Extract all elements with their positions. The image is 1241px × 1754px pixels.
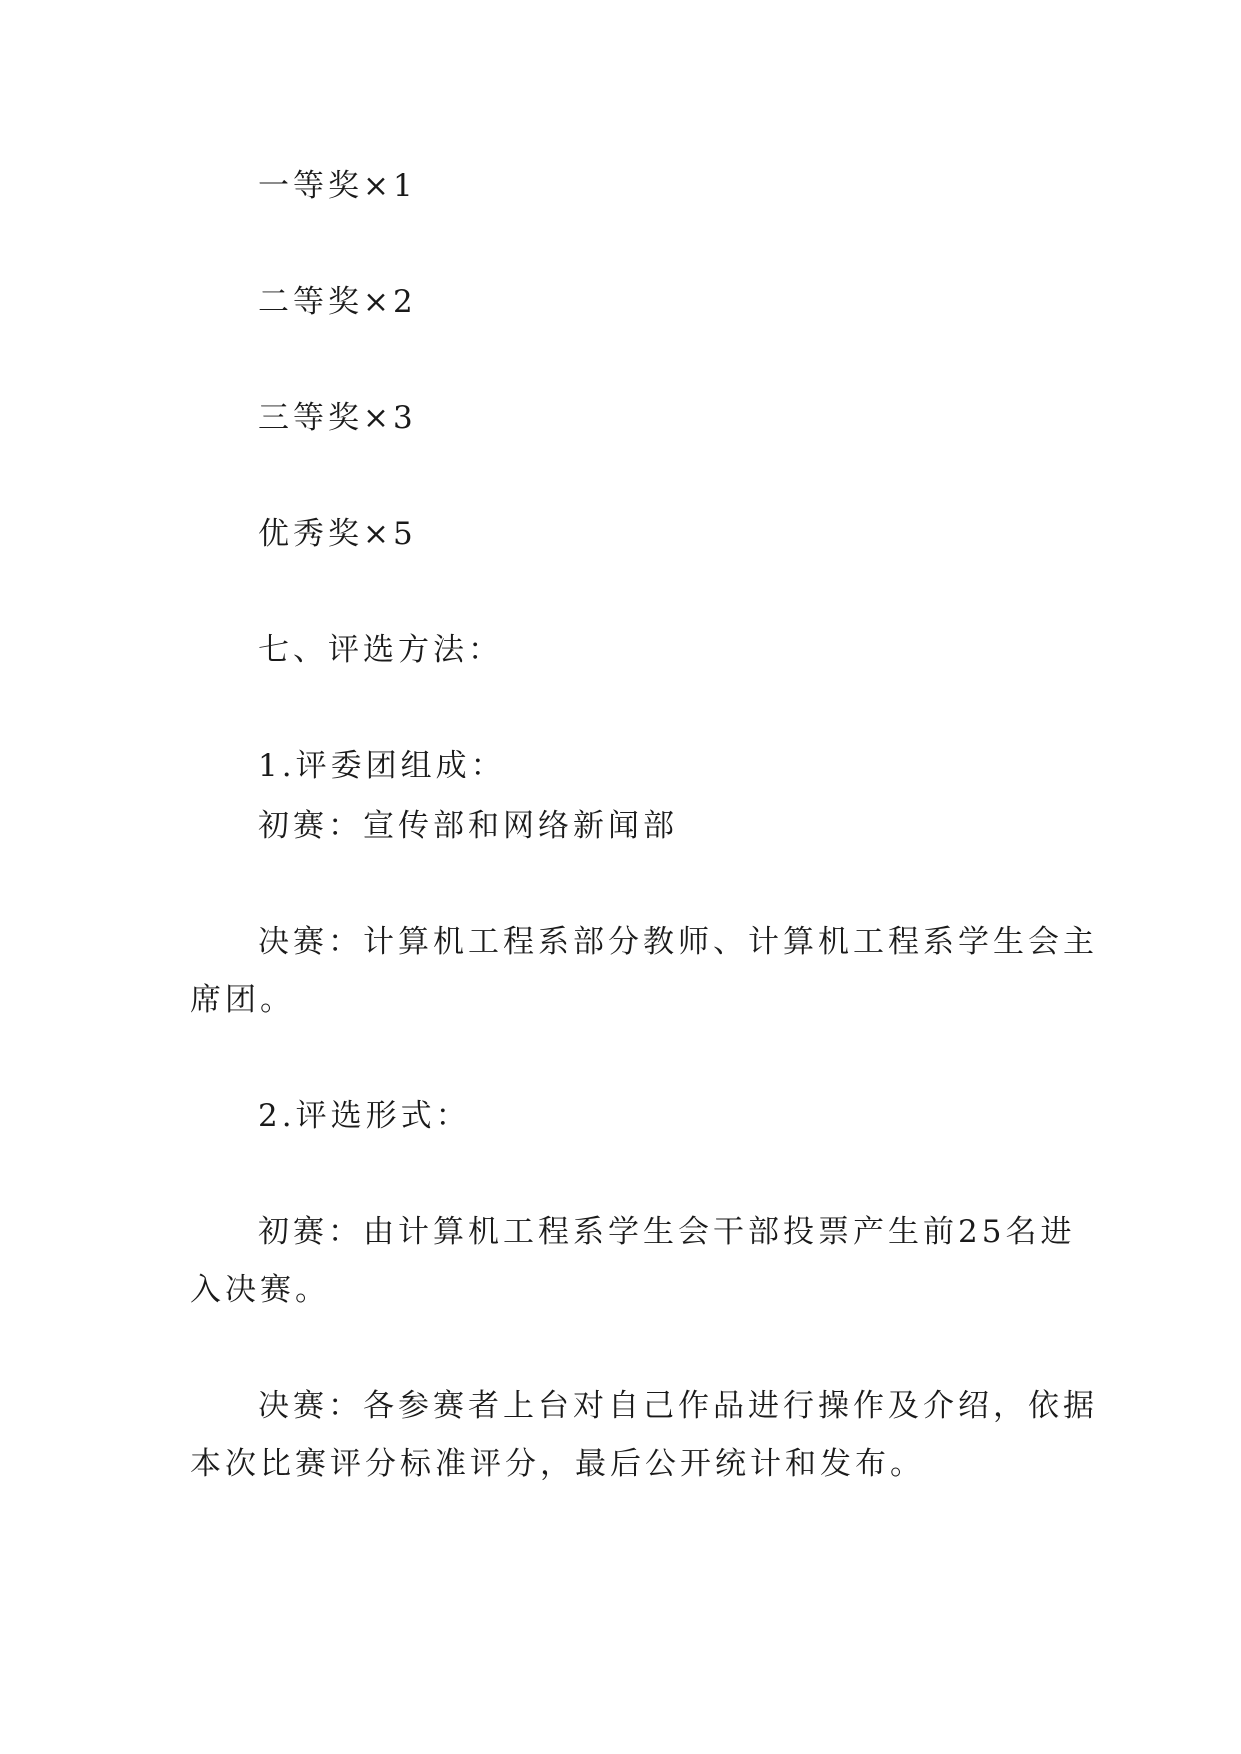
format-preliminary-line2: 入决赛。 [190,1272,330,1308]
award-third: 三等奖×3 [258,400,417,436]
judges-heading: 1.评委团组成： [258,748,506,784]
format-final-line2: 本次比赛评分标准评分，最后公开统计和发布。 [190,1446,925,1482]
judges-final-line2: 席团。 [190,982,295,1018]
format-heading: 2.评选形式： [258,1098,471,1134]
format-final-line1: 决赛：各参赛者上台对自己作品进行操作及介绍，依据 [258,1388,1098,1424]
section-heading: 七、评选方法： [258,632,503,668]
format-preliminary-line1: 初赛：由计算机工程系学生会干部投票产生前25名进 [258,1214,1076,1250]
award-second: 二等奖×2 [258,284,417,320]
judges-preliminary: 初赛：宣传部和网络新闻部 [258,808,678,844]
award-first: 一等奖×1 [258,168,417,204]
judges-final-line1: 决赛：计算机工程系部分教师、计算机工程系学生会主 [258,924,1098,960]
award-excellence: 优秀奖×5 [258,516,417,552]
